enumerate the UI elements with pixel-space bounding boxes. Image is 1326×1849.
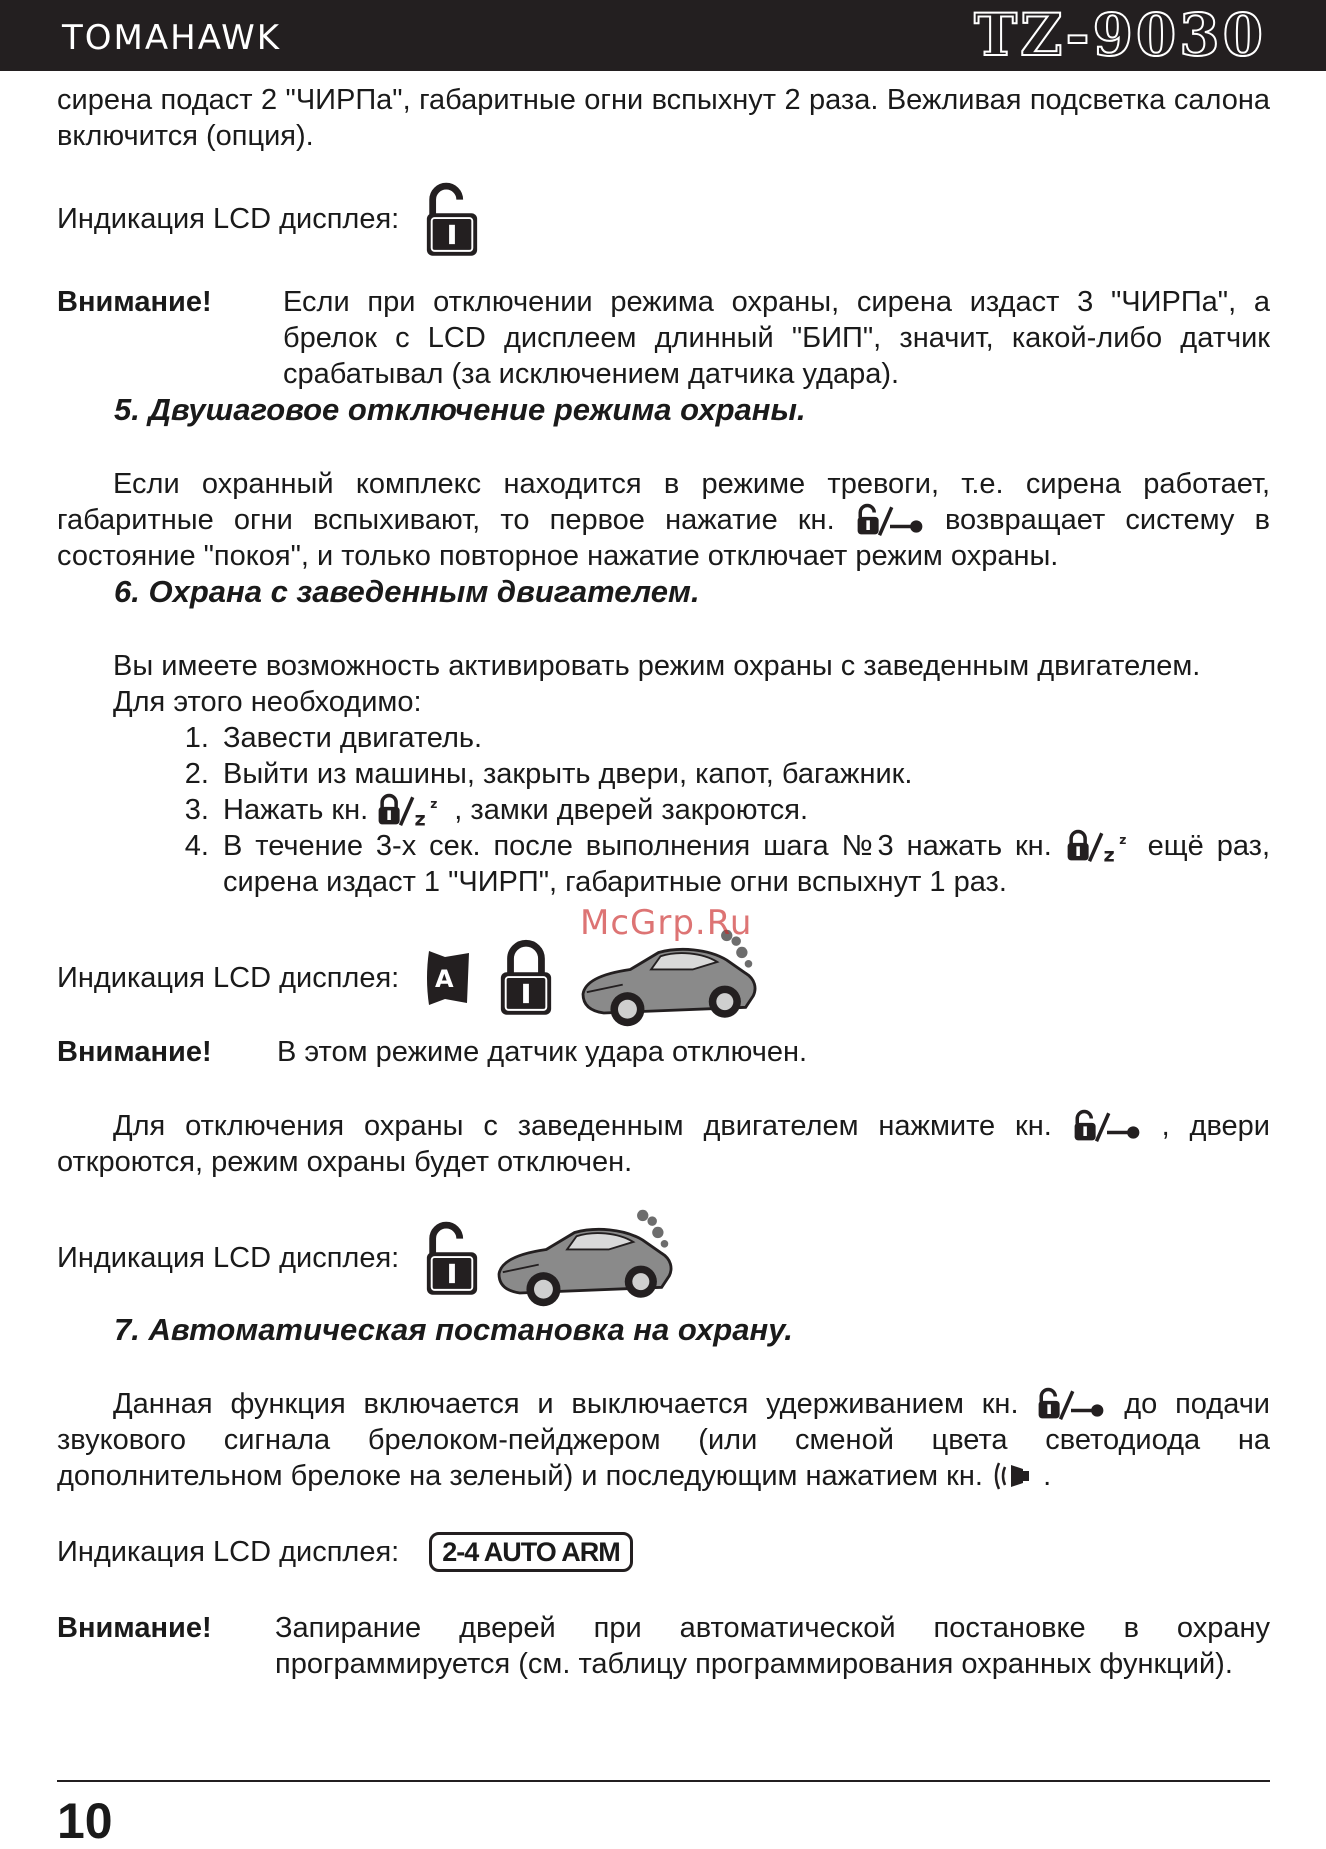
section-6-need: Для этого необходимо: [113, 686, 422, 718]
warning-text: Если при отключении режима охраны, сирена издаст 3 "ЧИРПа", а брелок с LCD дисплеем длинный "БИП", значит, какой-либо датчик срабатывал (за исключением датчика удара). [283, 286, 1270, 390]
lock-button-icon [1065, 828, 1135, 863]
lcd-indication-engine-disarm [57, 1206, 1270, 1310]
warning-text: Запирание дверей при автоматической постановке в охрану программируется (см. таблицу программирования охранных функций). [275, 1612, 1270, 1680]
disarm-text-start: Для отключения охраны с заведенным двигателем нажмите кн. [113, 1110, 1052, 1142]
steps-list [57, 720, 1270, 900]
warning-block [57, 1034, 1270, 1070]
section-7-text [57, 1386, 1270, 1494]
siren-button-icon [991, 1459, 1035, 1493]
lcd-label: Индикация LCD дисплея: [57, 203, 400, 235]
step-item: 1. Завести двигатель. [217, 720, 1270, 756]
step-3-end: , замки дверей закроются. [454, 794, 809, 826]
lcd-indication-unlock [57, 180, 1270, 258]
model-name: TZ-9030 [974, 1, 1266, 69]
lcd-label: Индикация LCD дисплея: [57, 1536, 400, 1568]
step-item [217, 792, 1270, 828]
warning-block [57, 284, 1270, 392]
footer-divider [57, 1780, 1270, 1782]
brand-logo: TOMAHAWK [62, 18, 282, 58]
section-6-title: 6. Охрана с заведенным двигателем. [114, 574, 700, 609]
section-5-title: 5. Двушаговое отключение режима охраны. [114, 392, 806, 427]
step-item: 2. Выйти из машины, закрыть двери, капот, багажник. [217, 756, 1270, 792]
section-7-text-middle: до подачи звукового сигнала брелоком-пейджером (или сменой цвета светодиода на дополнительном брелоке на зеленый) и последующим нажатием кн. [57, 1388, 1270, 1492]
warning-key: Внимание! [57, 1612, 212, 1644]
warning-text: В этом режиме датчик удара отключен. [277, 1036, 808, 1068]
section-7-title: 7. Автоматическая постановка на охрану. [114, 1312, 793, 1347]
section-5-text-start: Если охранный комплекс находится в режиме тревоги, т.е. сирена работает, габаритные огни вспыхивают, то первое нажатие кн. [57, 468, 1270, 536]
section-6-text: Вы имеете возможность активировать режим охраны с заведенным двигателем. [113, 650, 1201, 682]
page-header [0, 0, 1326, 71]
warning-key: Внимание! [57, 1036, 212, 1068]
step-3-start: Нажать кн. [223, 794, 369, 826]
step-item [217, 828, 1270, 900]
warning-block [57, 1610, 1270, 1682]
siren-icon [423, 941, 477, 1015]
page-number: 10 [57, 1793, 113, 1849]
lcd-indication-auto-arm [57, 1532, 1270, 1572]
section-5-text-end: возвращает систему в состояние "покоя", и только повторное нажатие отключает режим охраны. [57, 504, 1270, 572]
auto-arm-badge: 2-4 AUTO ARM [429, 1532, 633, 1572]
disarm-text [57, 1108, 1270, 1180]
section-5-text [57, 466, 1270, 574]
intro-text: сирена подаст 2 "ЧИРПа", габаритные огни вспыхнут 2 раза. Вежливая подсветка салона включится (опция). [57, 84, 1270, 152]
section-7-text-start: Данная функция включается и выключается удерживанием кн. [113, 1388, 1019, 1420]
unlock-button-icon [1072, 1108, 1142, 1143]
lock-open-icon [423, 180, 481, 258]
unlock-button-icon [855, 502, 925, 537]
page-content [57, 82, 1270, 1682]
lcd-label: Индикация LCD дисплея: [57, 962, 400, 994]
siren-letter: A [435, 965, 454, 993]
step-4-end: ещё раз, сирена издаст 1 "ЧИРП", габаритные огни вспыхнут 1 раз. [223, 830, 1270, 898]
car-icon [491, 1206, 681, 1310]
lock-closed-icon [497, 939, 555, 1017]
step-4-start: В течение 3-х сек. после выполнения шага №3 нажать кн. [223, 830, 1052, 862]
watermark: McGrp.Ru [580, 903, 753, 943]
lock-open-icon [423, 1219, 481, 1297]
disarm-text-end: , двери откроются, режим охраны будет отключен. [57, 1110, 1270, 1178]
lock-button-icon [376, 792, 446, 827]
section-7-text-end: . [1043, 1460, 1052, 1492]
warning-key: Внимание! [57, 286, 212, 318]
lcd-label: Индикация LCD дисплея: [57, 1242, 400, 1274]
unlock-button-icon [1036, 1386, 1106, 1421]
